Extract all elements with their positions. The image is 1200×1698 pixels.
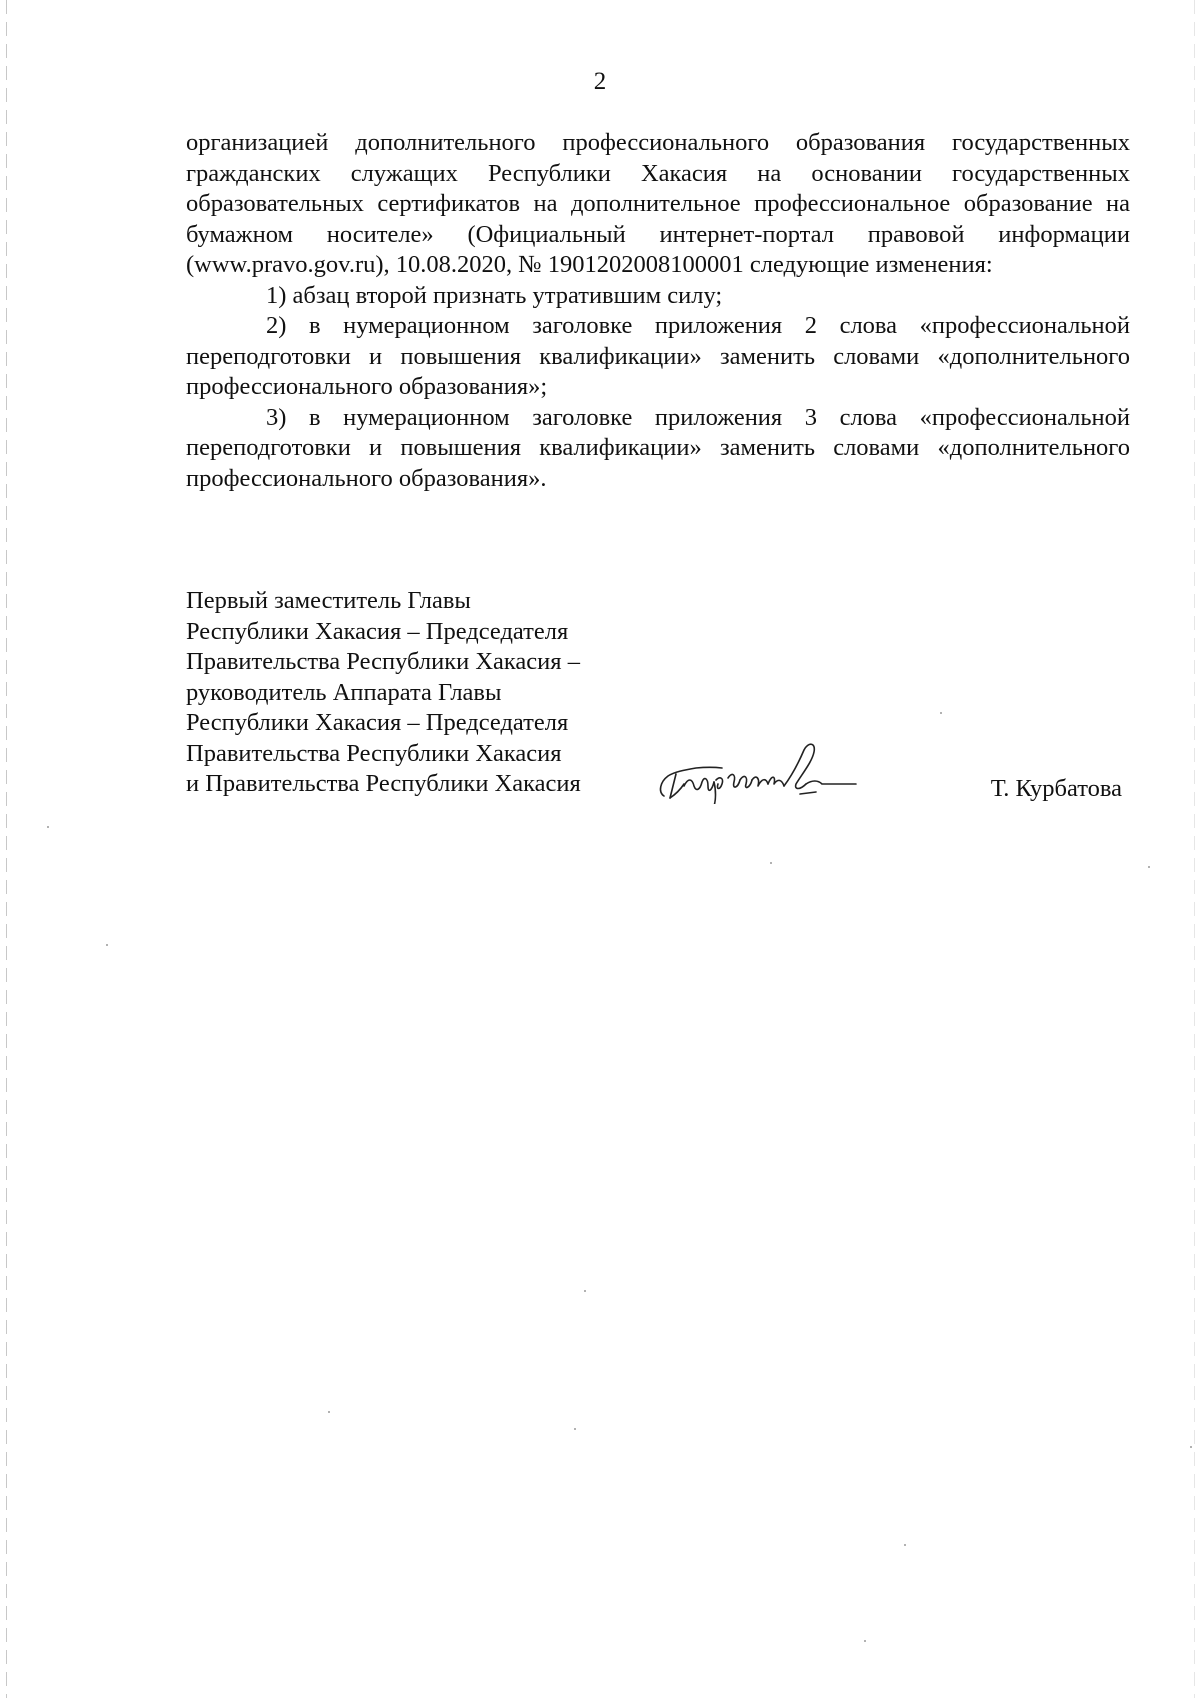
scan-speck: [47, 826, 49, 828]
scan-speck: [864, 1640, 866, 1642]
scan-speck: [106, 944, 108, 946]
position-line: руководитель Аппарата Главы: [186, 678, 502, 706]
amendment-item-2: 2) в нумерационном заголовке приложения 2 слова «профессиональной переподготовки и повышения квалификации» заменить словами «дополнительного профессионального образования»;: [186, 312, 1130, 400]
scan-edge-right: [1194, 0, 1195, 1698]
scan-edge-left: [6, 0, 7, 1698]
document-body: [186, 128, 1130, 494]
scan-speck: [574, 1428, 576, 1430]
amendment-item-1: 1) абзац второй признать утратившим силу;: [266, 281, 723, 309]
scan-speck: [584, 1290, 586, 1292]
position-line: Правительства Республики Хакасия –: [186, 648, 580, 675]
scan-speck: [940, 712, 942, 714]
position-line: Правительства Республики Хакасия: [186, 739, 562, 767]
position-line: и Правительства Республики Хакасия: [186, 770, 581, 797]
scan-speck: [1190, 1446, 1192, 1448]
scan-speck: [328, 1411, 330, 1413]
signatory-position: [186, 586, 581, 800]
position-line: Республики Хакасия – Председателя: [186, 709, 569, 736]
scan-speck: [904, 1544, 906, 1546]
handwritten-signature: [650, 734, 890, 804]
page-number: 2: [593, 68, 607, 95]
position-line: Первый заместитель Главы: [186, 587, 471, 614]
paragraph-continuation: организацией дополнительного профессионального образования государственных гражданских служащих Республики Хакасия на основании государственных образовательных сертификатов на дополнительное профессиональное образование на бумажном носителе» (Официальный интернет-портал правовой информации (www.pravo.gov.ru), 10.08.2020, № 1901202008100001 следующие изменения:: [186, 129, 1130, 278]
scan-speck: [770, 862, 772, 864]
scan-speck: [1148, 866, 1150, 868]
amendment-item-3: 3) в нумерационном заголовке приложения 3 слова «профессиональной переподготовки и повышения квалификации» заменить словами «дополнительного профессионального образования».: [186, 403, 1130, 492]
signer-name: Т. Курбатова: [990, 775, 1122, 802]
position-line: Республики Хакасия – Председателя: [186, 617, 569, 645]
